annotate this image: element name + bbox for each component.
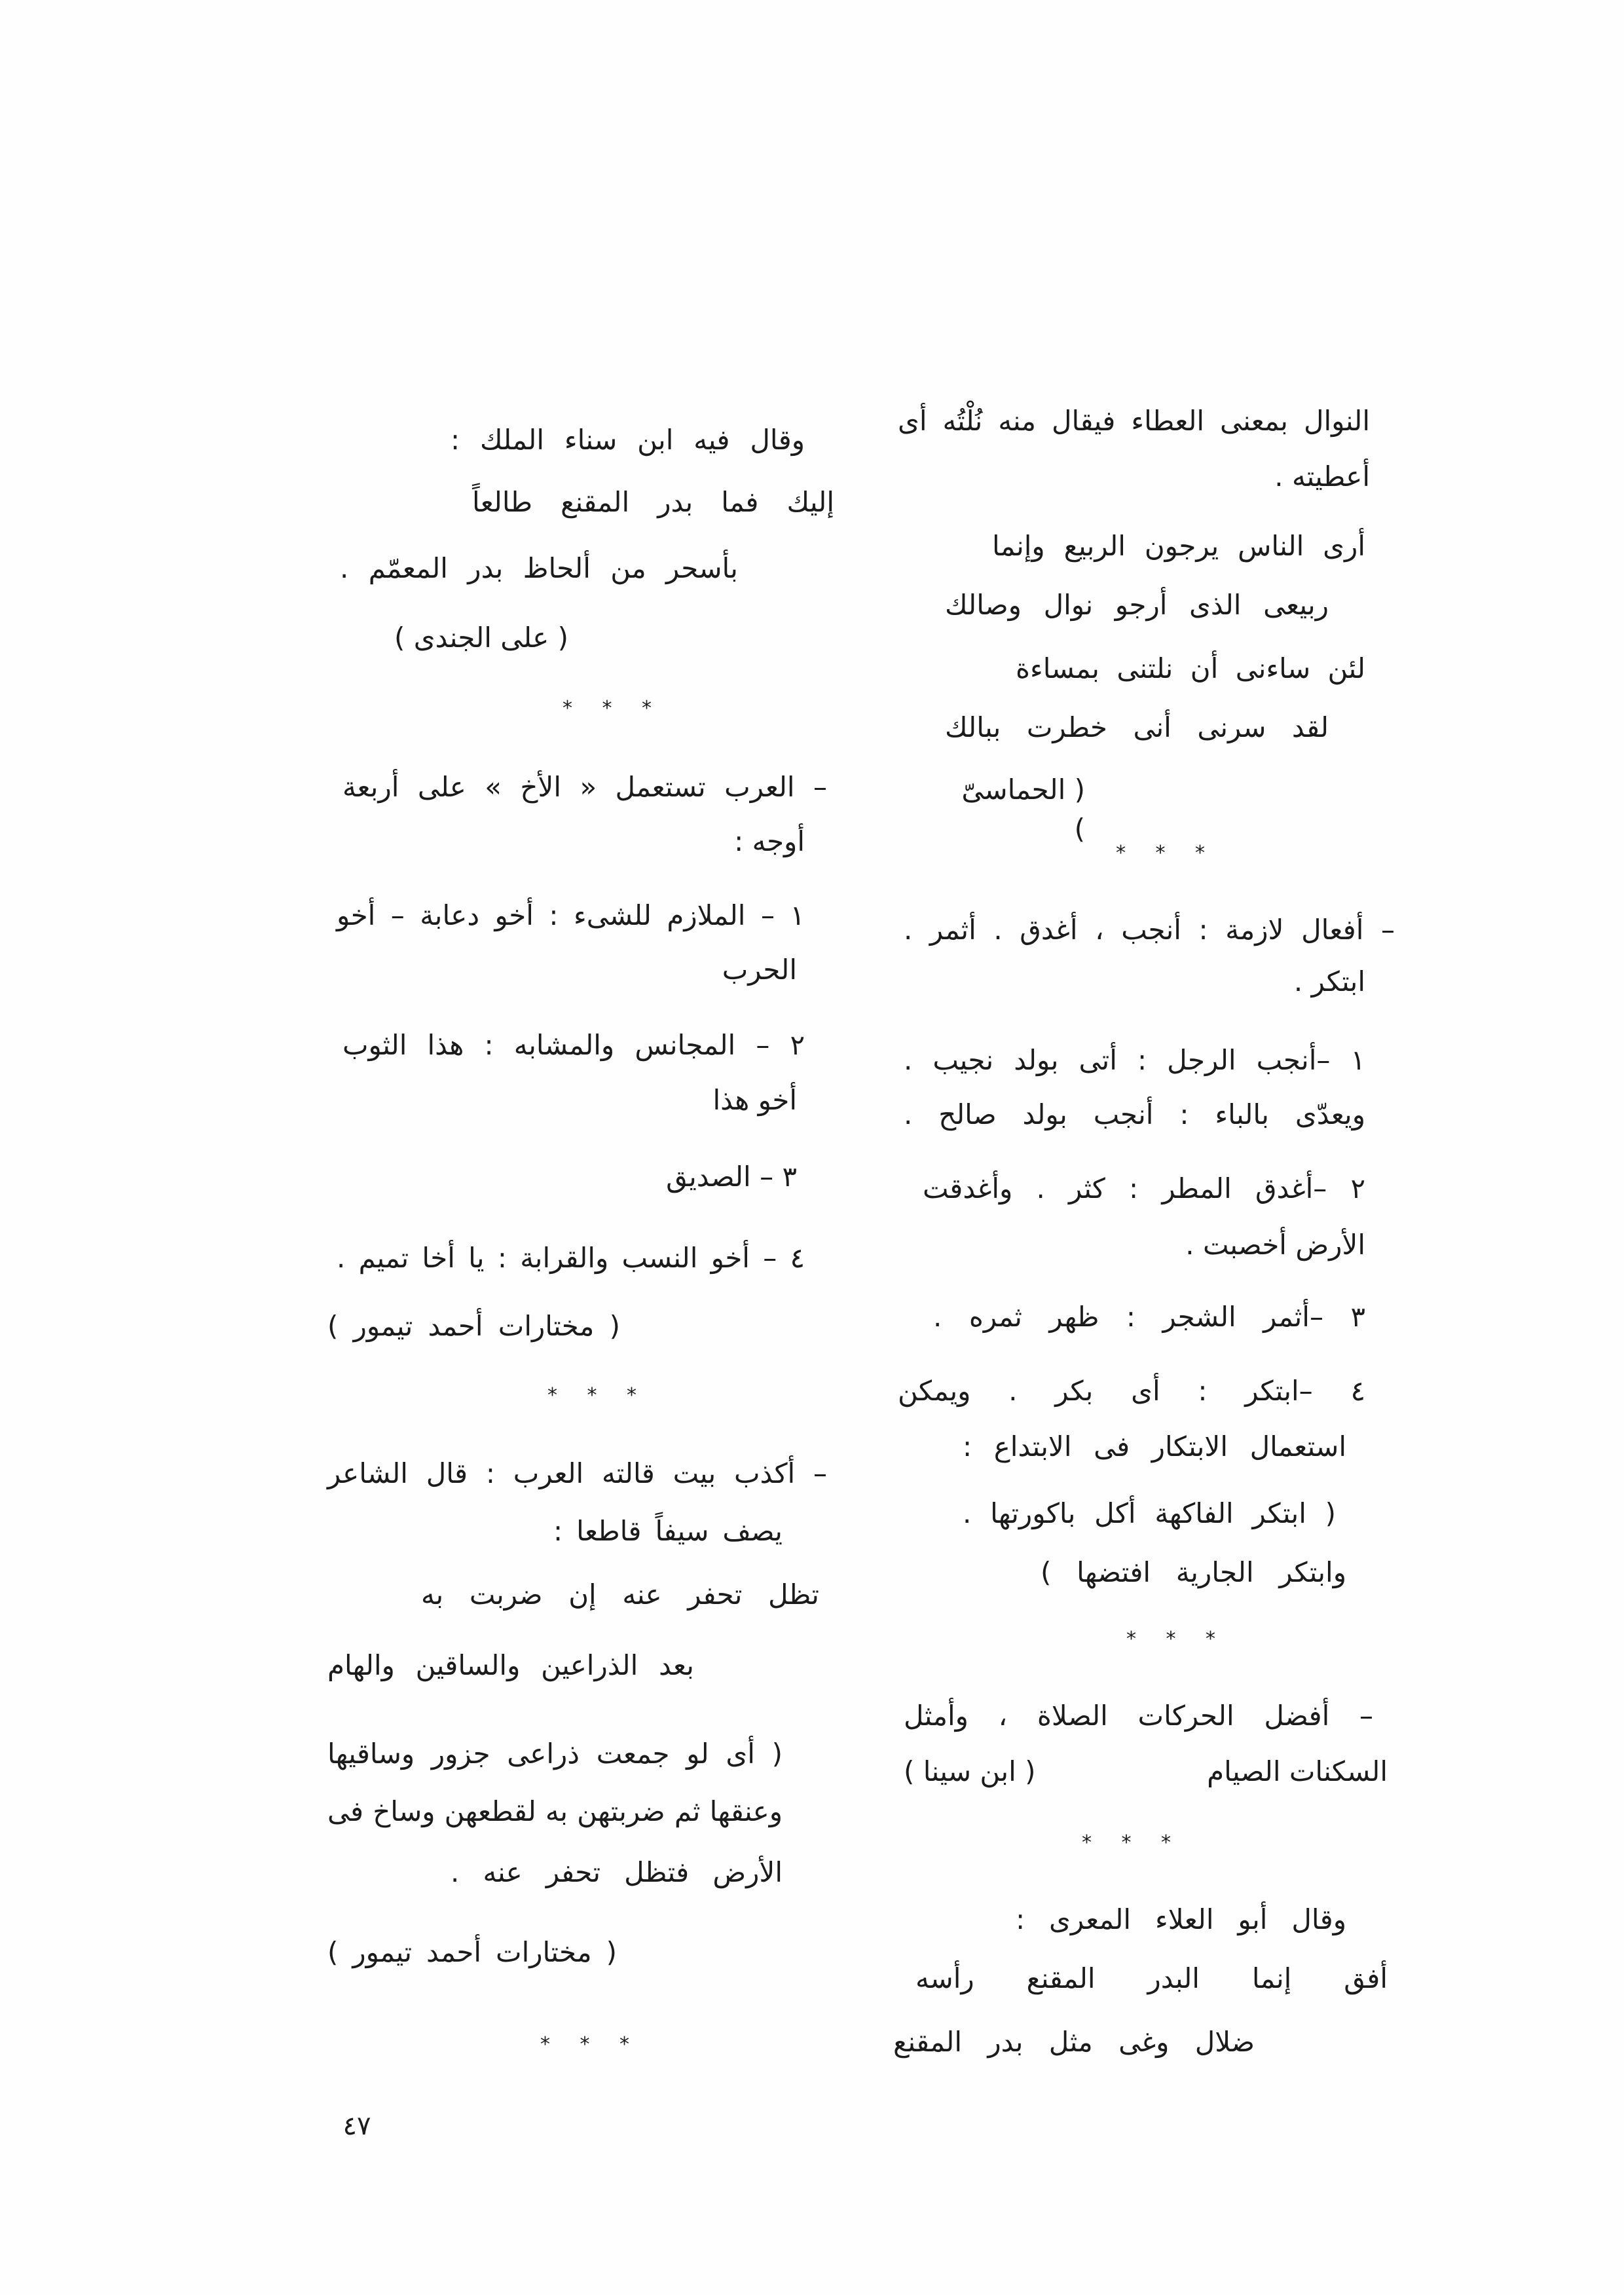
list-item: ١ – الملازم للشىء : أخو دعابة – أخو [337, 899, 805, 931]
text-line: ابتكر . [1293, 965, 1365, 998]
text-line: الأرض أخصبت . [1185, 1229, 1365, 1261]
text-line: الأرض فتظل تحفر عنه . [451, 1856, 783, 1888]
text-line: ( ابتكر الفاكهة أكل باكورتها . [963, 1497, 1336, 1529]
text-line: استعمال الابتكار فى الابتداع : [963, 1430, 1346, 1463]
attribution: ( الحماسىّ ) [961, 774, 1085, 845]
attribution: ( على الجندى ) [394, 622, 568, 654]
text-line: النوال بمعنى العطاء فيقال منه نُلْتُه أى [898, 405, 1370, 437]
section-separator: * * * [540, 2033, 642, 2056]
text-line: أعطيته . [1274, 460, 1370, 493]
text-line: أخو هذا [712, 1084, 797, 1116]
text-line: وعنقها ثم ضربتهن به لقطعهن وساخ فى [327, 1795, 783, 1827]
attribution: ( مختارات أحمد تيمور ) [327, 1936, 617, 1968]
list-item: ٢ – المجانس والمشابه : هذا الثوب [342, 1029, 805, 1061]
attribution: ( ابن سينا ) [904, 1755, 1036, 1787]
section-heading-line: – أكذب بيت قالته العرب : قال الشاعر [327, 1457, 827, 1489]
text-line: وابتكر الجارية افتضها ) [1041, 1556, 1346, 1588]
verse-line: أرى الناس يرجون الربيع وإنما [992, 530, 1365, 562]
list-item: ٤ – أخو النسب والقرابة : يا أخا تميم . [337, 1242, 805, 1274]
section-separator: * * * [1126, 1628, 1228, 1651]
section-separator: * * * [547, 1384, 649, 1407]
text-line: أوجه : [734, 825, 805, 857]
section-separator: * * * [562, 697, 664, 720]
verse-line: أفق إنما البدر المقنع رأسه [915, 1962, 1388, 1994]
text-line: السكنات الصيام [1207, 1755, 1388, 1787]
text-line: وقال أبو العلاء المعرى : [1016, 1903, 1346, 1935]
list-item: ٣ –أثمر الشجر : ظهر ثمره . [933, 1301, 1365, 1333]
verse-line: تظل تحفر عنه إن ضربت به [421, 1578, 819, 1611]
text-line: ( أى لو جمعت ذراعى جزور وساقيها [327, 1738, 783, 1770]
verse-line: بعد الذراعين والساقين والهام [327, 1649, 694, 1681]
verse-line: ضلال وغى مثل بدر المقنع [893, 2026, 1255, 2058]
section-separator: * * * [1115, 842, 1217, 865]
list-item: ٤ –ابتكر : أى بكر . ويمكن [898, 1375, 1365, 1407]
section-heading-line: – أفعال لازمة : أنجب ، أغدق . أثمر . [904, 914, 1395, 946]
verse-line: لقد سرنى أنى خطرت ببالك [945, 711, 1329, 743]
section-heading-line: – العرب تستعمل « الأخ » على أربعة [342, 771, 827, 803]
attribution: ( مختارات أحمد تيمور ) [327, 1310, 620, 1342]
text-line: الحرب [722, 954, 797, 986]
text-line: ويعدّى بالباء : أنجب بولد صالح . [904, 1098, 1365, 1130]
text-line: يصف سيفاً قاطعا : [553, 1515, 783, 1547]
section-separator: * * * [1081, 1831, 1183, 1854]
page-number: ٤٧ [342, 2111, 371, 2141]
section-heading-line: – أفضل الحركات الصلاة ، وأمثل [904, 1700, 1373, 1732]
list-item: ٣ – الصديق [666, 1161, 797, 1193]
text-line: وقال فيه ابن سناء الملك : [451, 424, 805, 456]
verse-line: لئن ساءنى أن نلتنى بمساءة [1016, 652, 1365, 684]
verse-line: بأسحر من ألحاظ بدر المعمّم . [340, 552, 738, 584]
list-item: ٢ –أغدق المطر : كثر . وأغدقت [923, 1172, 1365, 1204]
verse-line: ربيعى الذى أرجو نوال وصالك [945, 589, 1329, 621]
list-item: ١ –أنجب الرجل : أتى بولد نجيب . [904, 1044, 1365, 1076]
verse-line: إليك فما بدر المقنع طالعاً [472, 486, 834, 518]
